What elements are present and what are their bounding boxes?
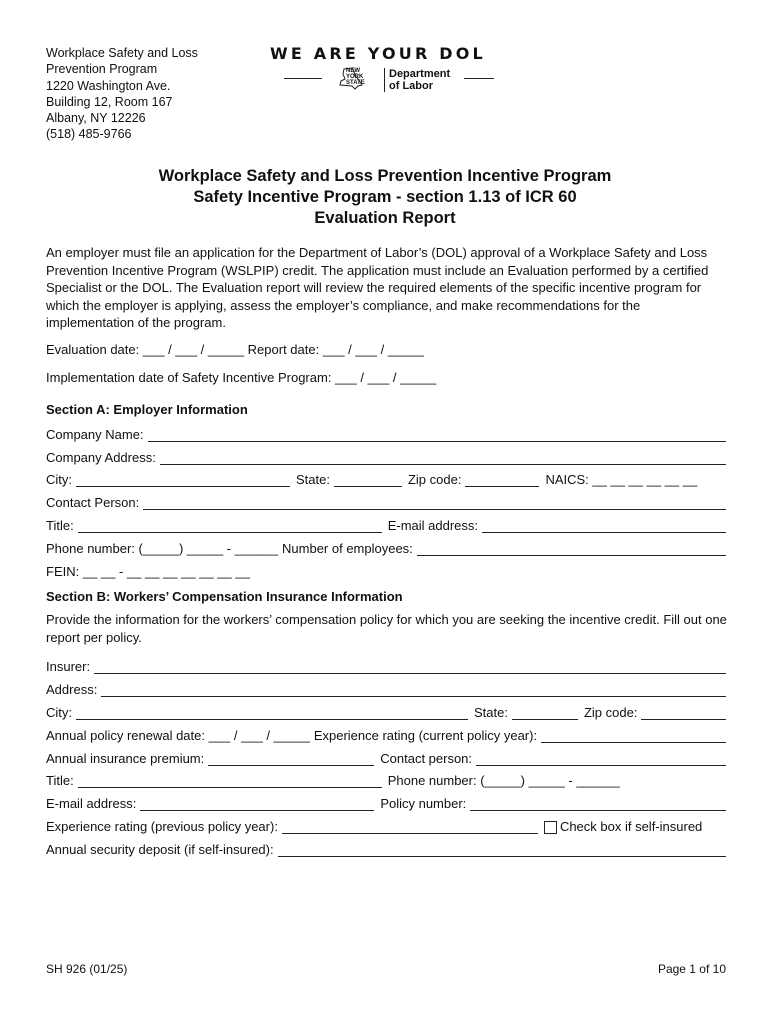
exp-previous-row bbox=[46, 816, 726, 834]
self-insured-label: Check box if self-insured bbox=[559, 819, 703, 834]
state-word: YORK bbox=[346, 74, 364, 80]
renewal-experience-row bbox=[46, 725, 726, 743]
exp-previous-field[interactable] bbox=[282, 820, 538, 834]
insurer-contact-field[interactable] bbox=[476, 752, 726, 766]
insurer-address-row bbox=[46, 679, 726, 697]
address-line: (518) 485-9766 bbox=[46, 127, 132, 142]
dept-line: of Labor bbox=[389, 80, 433, 92]
security-deposit-row bbox=[46, 839, 726, 857]
policy-number-field[interactable] bbox=[470, 797, 726, 811]
company-name-label: Company Name: bbox=[46, 427, 144, 442]
logo-row bbox=[284, 70, 494, 100]
state-field[interactable] bbox=[334, 473, 402, 487]
company-address-row bbox=[46, 447, 726, 465]
zip-label: Zip code: bbox=[407, 472, 462, 487]
insurer-email-label: E-mail address: bbox=[46, 796, 137, 811]
exp-current-field[interactable] bbox=[541, 729, 726, 743]
policy-number-label: Policy number: bbox=[380, 796, 467, 811]
premium-field[interactable] bbox=[208, 752, 374, 766]
contact-person-label: Contact Person: bbox=[46, 495, 140, 510]
city-state-zip-row bbox=[46, 469, 726, 487]
title-line: Safety Incentive Program - section 1.13 of ICR 60 bbox=[193, 188, 577, 206]
insurer-field[interactable] bbox=[94, 660, 726, 674]
security-deposit-field[interactable] bbox=[278, 843, 726, 857]
insurer-title-label: Title: bbox=[46, 773, 74, 788]
dept-wordmark bbox=[384, 68, 450, 92]
address-line: Building 12, Room 167 bbox=[46, 94, 173, 109]
insurer-title-field[interactable] bbox=[78, 774, 382, 788]
company-address-label: Company Address: bbox=[46, 450, 156, 465]
state-label: State: bbox=[296, 472, 330, 487]
premium-label: Annual insurance premium: bbox=[46, 751, 205, 766]
email-field[interactable] bbox=[482, 519, 726, 533]
insurer-email-field[interactable] bbox=[140, 797, 374, 811]
dept-line: Department bbox=[389, 68, 451, 80]
ny-state-wordmark bbox=[346, 68, 365, 86]
insurer-city-field[interactable] bbox=[76, 706, 468, 720]
insurer-label: Insurer: bbox=[46, 659, 91, 674]
city-label: City: bbox=[46, 472, 72, 487]
insurer-title-phone-row bbox=[46, 770, 726, 788]
document-title bbox=[0, 166, 770, 229]
fein-field[interactable]: FEIN: __ __ - __ __ __ __ __ __ __ bbox=[46, 564, 250, 579]
contact-person-field[interactable] bbox=[143, 496, 726, 510]
phone-employees-row bbox=[46, 538, 726, 556]
security-deposit-label: Annual security deposit (if self-insured): bbox=[46, 842, 274, 857]
employees-label: Number of employees: bbox=[282, 541, 413, 556]
insurer-state-field[interactable] bbox=[512, 706, 578, 720]
self-insured-checkbox[interactable] bbox=[544, 821, 557, 834]
logo-rule-left bbox=[284, 78, 322, 79]
address-line: Albany, NY 12226 bbox=[46, 111, 146, 126]
insurer-contact-label: Contact person: bbox=[380, 751, 473, 766]
title-field[interactable] bbox=[78, 519, 382, 533]
insurer-zip-field[interactable] bbox=[641, 706, 726, 720]
title-label: Title: bbox=[46, 518, 74, 533]
fein-row bbox=[46, 561, 726, 579]
title-line: Evaluation Report bbox=[314, 209, 456, 227]
dol-logo bbox=[270, 44, 510, 92]
evaluation-date-line[interactable]: Evaluation date: ___ / ___ / _____ Report date: ___ / ___ / _____ bbox=[46, 342, 425, 357]
section-b-heading: Section B: Workers’ Compensation Insurance Information bbox=[46, 589, 403, 604]
insurer-address-field[interactable] bbox=[101, 683, 726, 697]
company-name-field[interactable] bbox=[148, 428, 726, 442]
email-label: E-mail address: bbox=[387, 518, 479, 533]
company-name-row bbox=[46, 424, 726, 442]
employees-field[interactable] bbox=[417, 542, 726, 556]
brand-title: WE ARE YOUR DOL bbox=[270, 44, 486, 63]
insurer-city-row bbox=[46, 702, 726, 720]
section-b-instructions: Provide the information for the workers’ compensation policy for which you are seeking the incentive credit. Fill out one report per policy. bbox=[46, 612, 727, 645]
exp-previous-label: Experience rating (previous policy year): bbox=[46, 819, 278, 834]
form-id: SH 926 (01/25) bbox=[46, 962, 128, 976]
insurer-zip-label: Zip code: bbox=[583, 705, 638, 720]
company-address-field[interactable] bbox=[160, 451, 726, 465]
phone-field[interactable]: Phone number: (_____) _____ - ______ bbox=[46, 541, 279, 556]
address-line: Workplace Safety and Loss bbox=[46, 46, 198, 60]
page-number: Page 1 of 10 bbox=[657, 962, 726, 976]
contact-person-row bbox=[46, 492, 726, 510]
state-word: STATE bbox=[346, 80, 365, 86]
insurer-address-label: Address: bbox=[46, 682, 98, 697]
insurer-email-policy-row bbox=[46, 793, 726, 811]
premium-contact-row bbox=[46, 748, 726, 766]
naics-field[interactable]: NAICS: __ __ __ __ __ __ bbox=[545, 472, 698, 487]
implementation-date-line[interactable]: Implementation date of Safety Incentive Program: ___ / ___ / _____ bbox=[46, 370, 437, 385]
exp-current-label: Experience rating (current policy year): bbox=[313, 728, 538, 743]
insurer-phone-field[interactable]: Phone number: (_____) _____ - ______ bbox=[387, 773, 620, 788]
state-word: NEW bbox=[346, 68, 360, 74]
title-line: Workplace Safety and Loss Prevention Incentive Program bbox=[158, 167, 612, 185]
zip-field[interactable] bbox=[465, 473, 539, 487]
section-a-heading: Section A: Employer Information bbox=[46, 402, 248, 417]
intro-paragraph: An employer must file an application for the Department of Labor’s (DOL) approval of a Workplace Safety and Loss Prevention Incentive Program (WSLPIP) credit. The application must include an Evaluation performed by a certified Specialist or the DOL. The Evaluation report will review the required elements of the specific incentive program for which the employer is applying, assess the employer’s compliance, and make recommendations for the implementation of the program. bbox=[46, 245, 709, 331]
renewal-date-field[interactable]: Annual policy renewal date: ___ / ___ / _____ bbox=[46, 728, 310, 743]
address-line: Prevention Program bbox=[46, 62, 158, 77]
insurer-city-label: City: bbox=[46, 705, 72, 720]
title-email-row bbox=[46, 515, 726, 533]
insurer-row bbox=[46, 656, 726, 674]
return-address bbox=[46, 45, 198, 143]
city-field[interactable] bbox=[76, 473, 290, 487]
address-line: 1220 Washington Ave. bbox=[46, 78, 171, 93]
insurer-state-label: State: bbox=[474, 705, 508, 720]
logo-rule-right bbox=[464, 78, 494, 79]
